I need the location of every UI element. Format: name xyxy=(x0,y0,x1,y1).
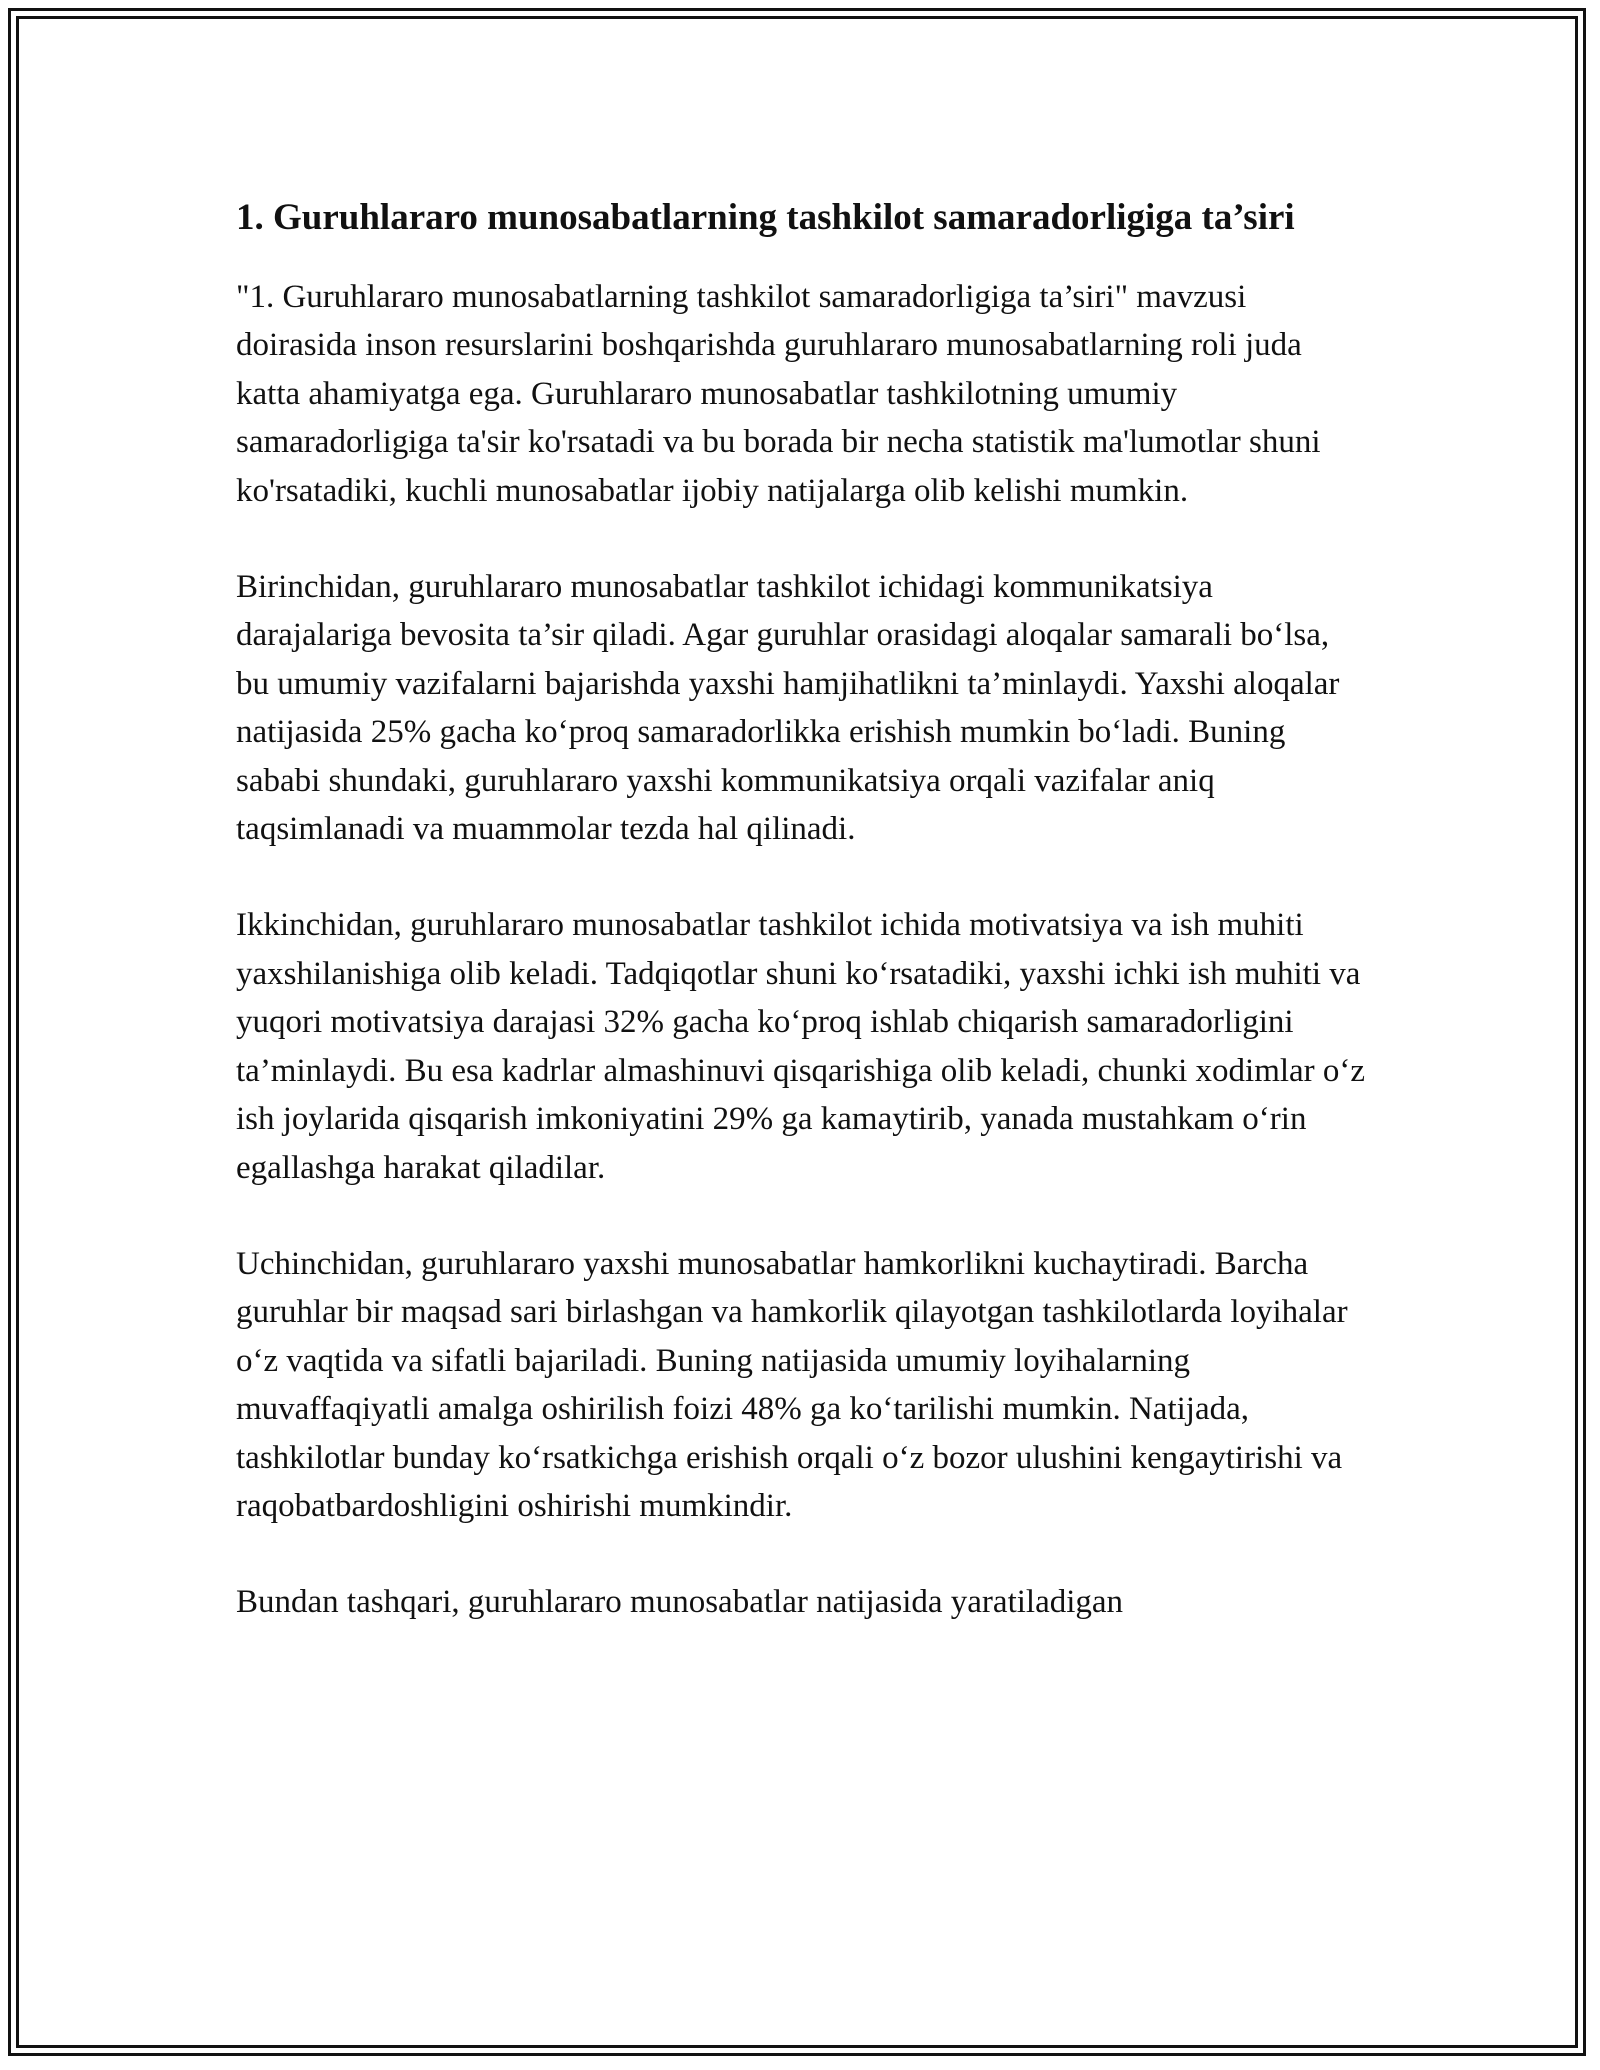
paragraph-first: Birinchidan, guruhlararo munosabatlar tashkilot ichidagi kommunikatsiya darajalariga bevosita ta’sir qiladi. Agar guruhlar orasidagi aloqalar samarali bo‘lsa, bu umumiy vazifalarni bajarishda yaxshi hamjihatlikni ta’minlaydi. Yaxshi aloqalar natijasida 25% gacha ko‘proq samaradorlikka erishish mumkin bo‘ladi. Buning sababi shundaki, guruhlararo yaxshi kommunikatsiya orqali vazifalar aniq taqsimlanadi va muammolar tezda hal qilinadi. xyxy=(236,569,1340,848)
section-title: 1. Guruhlararo munosabatlarning tashkilot samaradorligiga ta’siri xyxy=(236,197,1295,238)
document-body xyxy=(236,190,1366,1675)
paragraph-intro: "1. Guruhlararo munosabatlarning tashkilot samaradorligiga ta’siri" mavzusi doirasida inson resurslarini boshqarishda guruhlararo munosabatlarning roli juda katta ahamiyatga ega. Guruhlararo munosabatlar tashkilotning umumiy samaradorligiga ta'sir ko'rsatadi va bu borada bir necha statistik ma'lumotlar shuni ko'rsatadiki, kuchli munosabatlar ijobiy natijalarga olib kelishi mumkin. xyxy=(236,279,1321,509)
paragraph-second: Ikkinchidan, guruhlararo munosabatlar tashkilot ichida motivatsiya va ish muhiti yaxshilanishiga olib keladi. Tadqiqotlar shuni ko‘rsatadiki, yaxshi ichki ish muhiti va yuqori motivatsiya darajasi 32% gacha ko‘proq ishlab chiqarish samaradorligini ta’minlaydi. Bu esa kadrlar almashinuvi qisqarishiga olib keladi, chunki xodimlar o‘z ish joylarida qisqarish imkoniyatini 29% ga kamaytirib, yanada mustahkam o‘rin egallashga harakat qiladilar. xyxy=(236,907,1366,1186)
paragraph-third: Uchinchidan, guruhlararo yaxshi munosabatlar hamkorlikni kuchaytiradi. Barcha guruhlar bir maqsad sari birlashgan va hamkorlik qilayotgan tashkilotlarda loyihalar o‘z vaqtida va sifatli bajariladi. Buning natijasida umumiy loyihalarning muvaffaqiyatli amalga oshirilish foizi 48% ga ko‘tarilishi mumkin. Natijada, tashkilotlar bunday ko‘rsatkichga erishish orqali o‘z bozor ulushini kengaytirishi va raqobatbardoshligini oshirishi mumkindir. xyxy=(236,1245,1348,1524)
paragraph-fourth: Bundan tashqari, guruhlararo munosabatlar natijasida yaratiladigan xyxy=(236,1584,1124,1621)
